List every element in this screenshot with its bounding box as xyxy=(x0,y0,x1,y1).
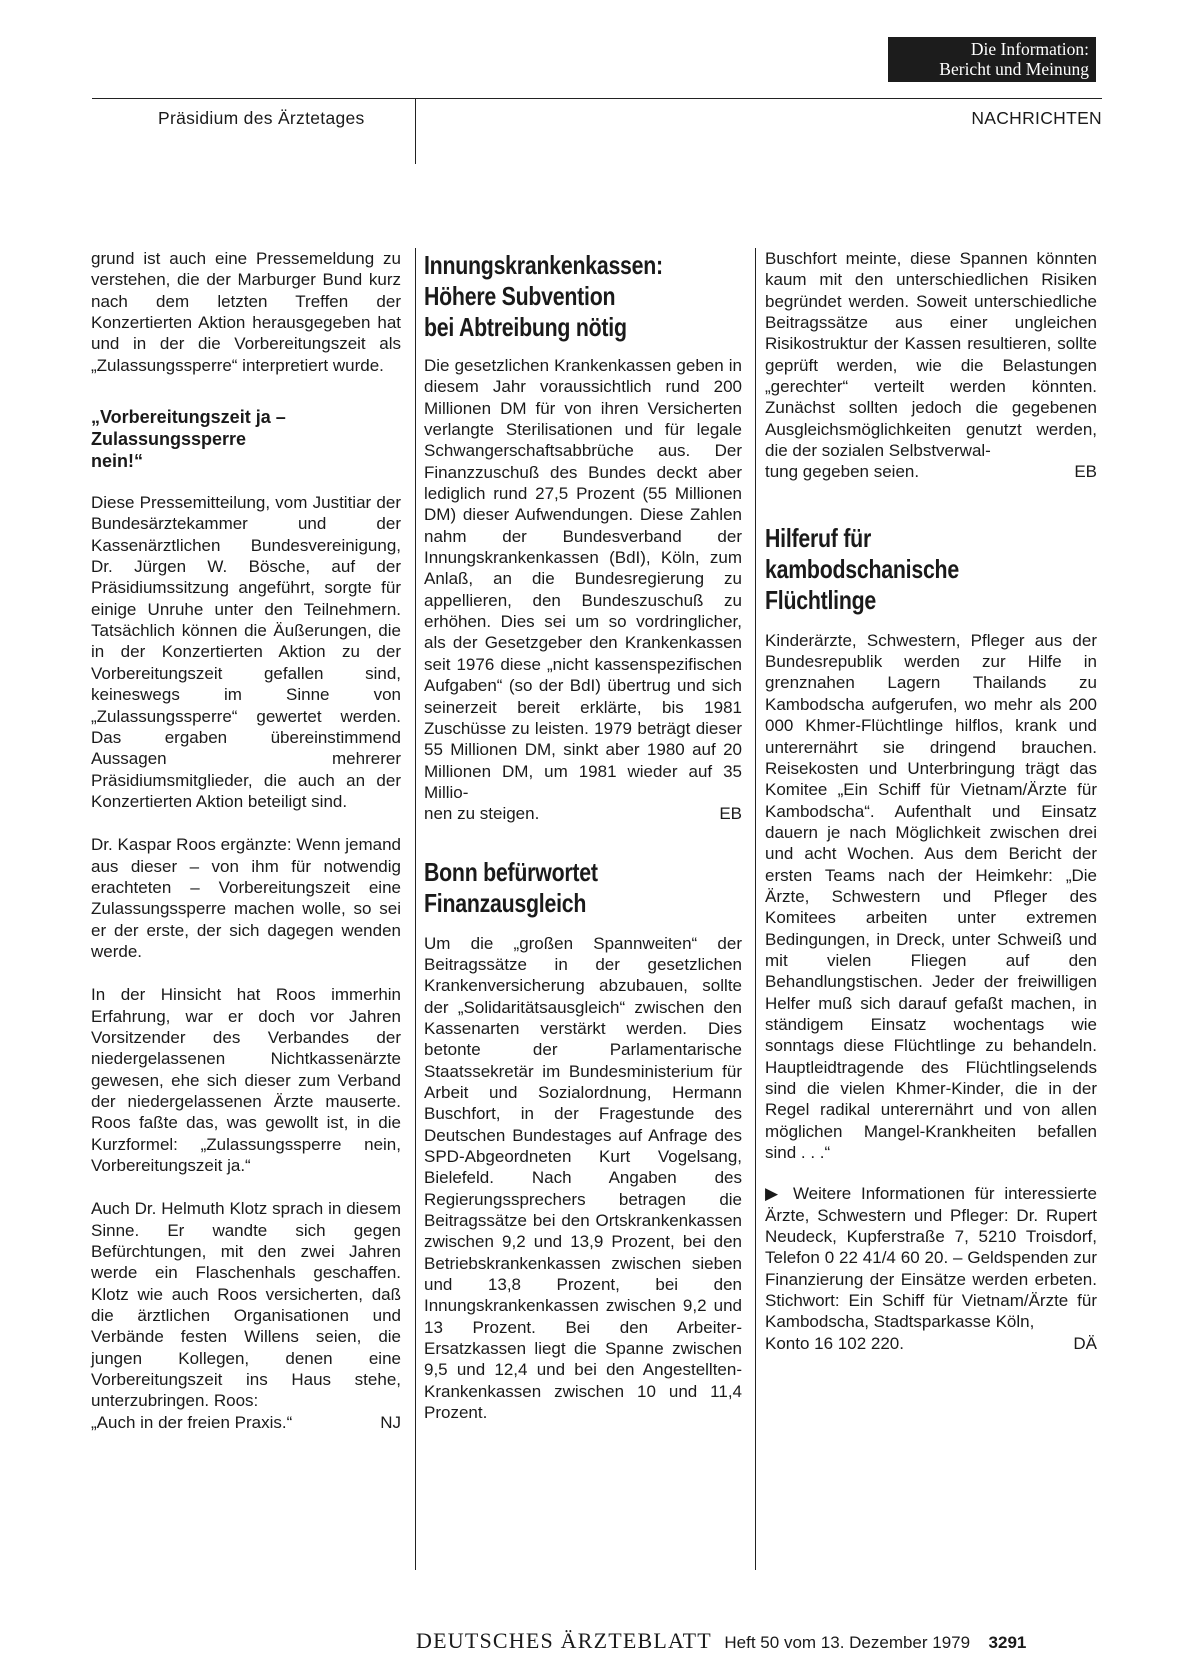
headline-line: Hilferuf für xyxy=(765,522,872,553)
column-2 xyxy=(424,248,742,1423)
author-signature: EB xyxy=(1074,462,1097,482)
headline-line: Finanzausgleich xyxy=(424,887,587,918)
section-right-title: NACHRICHTEN xyxy=(971,108,1102,128)
subheading: „Vorbereitungszeit ja – Zulassungssperre nein!“ xyxy=(91,407,286,472)
headline-line: bei Abtreibung nötig xyxy=(424,312,627,342)
paragraph-last-line: tung gegeben seien. xyxy=(765,462,920,482)
paragraph: Kinderärzte, Schwestern, Pfleger aus der Bundesrepublik werden zur Hilfe in grenznahen Lagern Thailands zu Kambodscha aufgerufen, wo mehr als 200 000 Khmer-Flüchtlinge hilflos, krank und unterernährt sie dringend brauchen. Reisekosten und Unterbringung trägt das Komitee „Ein Schiff für Vietnam/Ärzte für Kambodscha“. Aufenthalt und Einsatz dauern je nach Möglichkeit zwischen drei und acht Wochen. Aus dem Bericht der ersten Teams nach der Heimkehr: „Die Ärzte, Schwestern und Pfleger des Komitees arbeiten unter extremen Bedingungen, in Dreck, unter Schweiß und mit vielen Fliegen auf den Behandlungstischen. Jeder der freiwilligen Helfer muß sich darauf gefaßt machen, in ständigem Einsatz wochentags wie sonntags diese Flüchtlinge zu behandeln. Hauptleidtragende des Flüchtlingselends sind die vielen Khmer-Kinder, die in der Regel radikal unterernährt und von allen möglichen Mangel-Krankheiten befallen sind . . .“ xyxy=(765,630,1097,1163)
section-tag-line2: Bericht und Meinung xyxy=(939,59,1089,79)
page-footer xyxy=(416,1628,1026,1654)
section-left-title: Präsidium des Ärztetages xyxy=(158,108,365,128)
paragraph: Auch Dr. Helmuth Klotz sprach in diesem Sinne. Er wandte sich gegen Befürchtungen, mit den zwei Jahren werde ein Flaschenhals geschaffen. Klotz wie auch Roos versicherten, daß die ärztlichen Organisationen und Verbände festen Willens seien, die jungen Kollegen, denen eine Vorbereitungszeit ins Haus stehe, unterzubringen. Roos: xyxy=(91,1199,401,1411)
paragraph: Um die „großen Spannweiten“ der Beitragssätze in der gesetzlichen Krankenversicherung abzubauen, sollte der „Solidaritätsausgleich“ zwischen den Kassenarten verstärkt werden. Dies betonte der Parlamentarische Staatssekretär im Bundesministerium für Arbeit und Sozialordnung, Hermann Buschfort, in der Fragestunde des Deutschen Bundestages auf Anfrage des SPD-Abgeordneten Kurt Vogelsang, Bielefeld. Nach Angaben des Regierungssprechers betragen die Beitragssätze bei den Ortskrankenkassen zwischen 9,2 und 13,9 Prozent, bei den Betriebskrankenkassen zwischen sieben und 13,8 Prozent, bei den Innungskrankenkassen zwischen 9,2 und 13 Prozent. Bei den Arbeiter-Ersatzkassen liegt die Spanne zwischen 9,5 und 12,4 und bei den Angestellten-Krankenkassen zwischen 10 und 11,4 Prozent. xyxy=(424,933,742,1423)
paragraph: In der Hinsicht hat Roos immerhin Erfahrung, war er doch vor Jahren Vorsitzender des Verbandes der niedergelassenen Nichtkassenärzte gewesen, ehe sich dieser zum Verband der niedergelassenen Ärzte mauserte. Roos faßte das, was gewollt ist, in die Kurzformel: „Zulassungssperre nein, Vorbereitungszeit ja.“ xyxy=(91,985,401,1176)
headline-line: kambodschanische xyxy=(765,553,959,584)
paragraph: Die gesetzlichen Krankenkassen geben in diesem Jahr voraussichtlich rund 200 Millionen DM für von ihren Versicherten verlangte Sterilisationen und für legale Schwangerschaftsabbrüche aus. Der Finanzzuschuß des Bundes deckt aber lediglich rund 27,5 Prozent (55 Millionen DM) dieser Aufwendungen. Diese Zahlen nahm der Bundesverband der Innungskrankenkassen (BdI), Köln, zum Anlaß, an die Bundesregierung zu appellieren, den Bundeszuschuß zu erhöhen. Dies sei um so vordringlicher, als der Gesetzgeber den Krankenkassen seit 1976 diese „nicht kassenspezifischen Aufgaben“ (so der BdI) übertrug und sich seinerzeit bereit erklärte, bis 1981 Zuschüsse zu leisten. 1979 beträgt dieser 55 Millionen DM, sinkt aber 1980 auf 20 Millionen DM, um 1981 wieder auf 35 Millio- xyxy=(424,356,742,802)
paragraph: grund ist auch eine Pressemeldung zu verstehen, die der Marburger Bund kurz nach dem letzten Treffen der Konzertierten Aktion herausgegeben hat und in der die Vorbereitungszeit als „Zulassungssperre“ interpretiert wurde. xyxy=(91,249,401,375)
column-divider-1 xyxy=(415,248,416,1570)
author-signature: DÄ xyxy=(1073,1333,1097,1353)
headline-line: Flüchtlinge xyxy=(765,584,876,615)
header-rule xyxy=(92,98,1102,99)
author-signature: EB xyxy=(719,804,742,824)
column-3 xyxy=(765,248,1097,1354)
header-divider xyxy=(415,98,416,164)
headline-line: Bonn befürwortet xyxy=(424,856,598,887)
paragraph-last-line: „Auch in der freien Praxis.“ xyxy=(91,1412,293,1432)
column-1 xyxy=(91,248,401,1433)
masthead: DEUTSCHES ÄRZTEBLATT xyxy=(416,1628,712,1653)
paragraph: Buschfort meinte, diese Spannen könnten kaum mit den unterschiedlichen Risiken begründet werden. Soweit unterschiedliche Beitragssätze aus einer ungleichen Risikostruktur der Kassen resultieren, sollte geprüft werden, wie die Belastungen „gerechter“ verteilt werden könnten. Zunächst sollten jedoch die gegebenen Ausgleichsmöglichkeiten genutzt werden, die der sozialen Selbstverwal- xyxy=(765,249,1097,461)
headline xyxy=(765,523,1097,616)
author-signature: NJ xyxy=(380,1412,401,1432)
paragraph: Diese Pressemitteilung, vom Justitiar der Bundesärztekammer und der Kassenärztlichen Bundesvereinigung, Dr. Jürgen W. Bösche, auf der Präsidiumssitzung angeführt, sorgte für einige Unruhe unter den Teilnehmern. Tatsächlich können die Äußerungen, die in der Konzertierten Aktion zu der Vorbereitungszeit gefallen sind, keineswegs im Sinne von „Zulassungssperre“ gewertet werden. Das ergaben übereinstimmend Aussagen mehrerer Präsidiumsmitglieder, die auch an der Konzertierten Aktion beteiligt sind. xyxy=(91,493,401,811)
headline-line: Höhere Subvention xyxy=(424,281,616,311)
issue-info: Heft 50 vom 13. Dezember 1979 xyxy=(724,1633,971,1652)
headline-line: Innungskrankenkassen: xyxy=(424,250,663,280)
section-tag xyxy=(888,37,1096,82)
headline xyxy=(424,250,742,343)
headline xyxy=(424,857,742,919)
paragraph-last-line: Konto 16 102 220. xyxy=(765,1333,904,1353)
info-paragraph: ▶ Weitere Informationen für interessierte Ärzte, Schwestern und Pfleger: Dr. Rupert Neudeck, Kupferstraße 7, 5210 Troisdorf, Telefon 0 22 41/4 60 20. – Geldspenden zur Finanzierung der Einsätze werden erbeten. Stichwort: Ein Schiff für Vietnam/Ärzte für Kambodscha, Stadtsparkasse Köln, xyxy=(765,1184,1097,1332)
column-divider-2 xyxy=(755,248,756,1570)
paragraph-last-line: nen zu steigen. xyxy=(424,804,540,824)
page-number: 3291 xyxy=(988,1633,1027,1652)
section-tag-line1: Die Information: xyxy=(970,39,1089,59)
paragraph: Dr. Kaspar Roos ergänzte: Wenn jemand aus dieser – von ihm für notwendig erachteten – Vorbereitungszeit eine Zulassungssperre machen wolle, so sei er der erste, der sich dagegen wenden werde. xyxy=(91,835,401,961)
